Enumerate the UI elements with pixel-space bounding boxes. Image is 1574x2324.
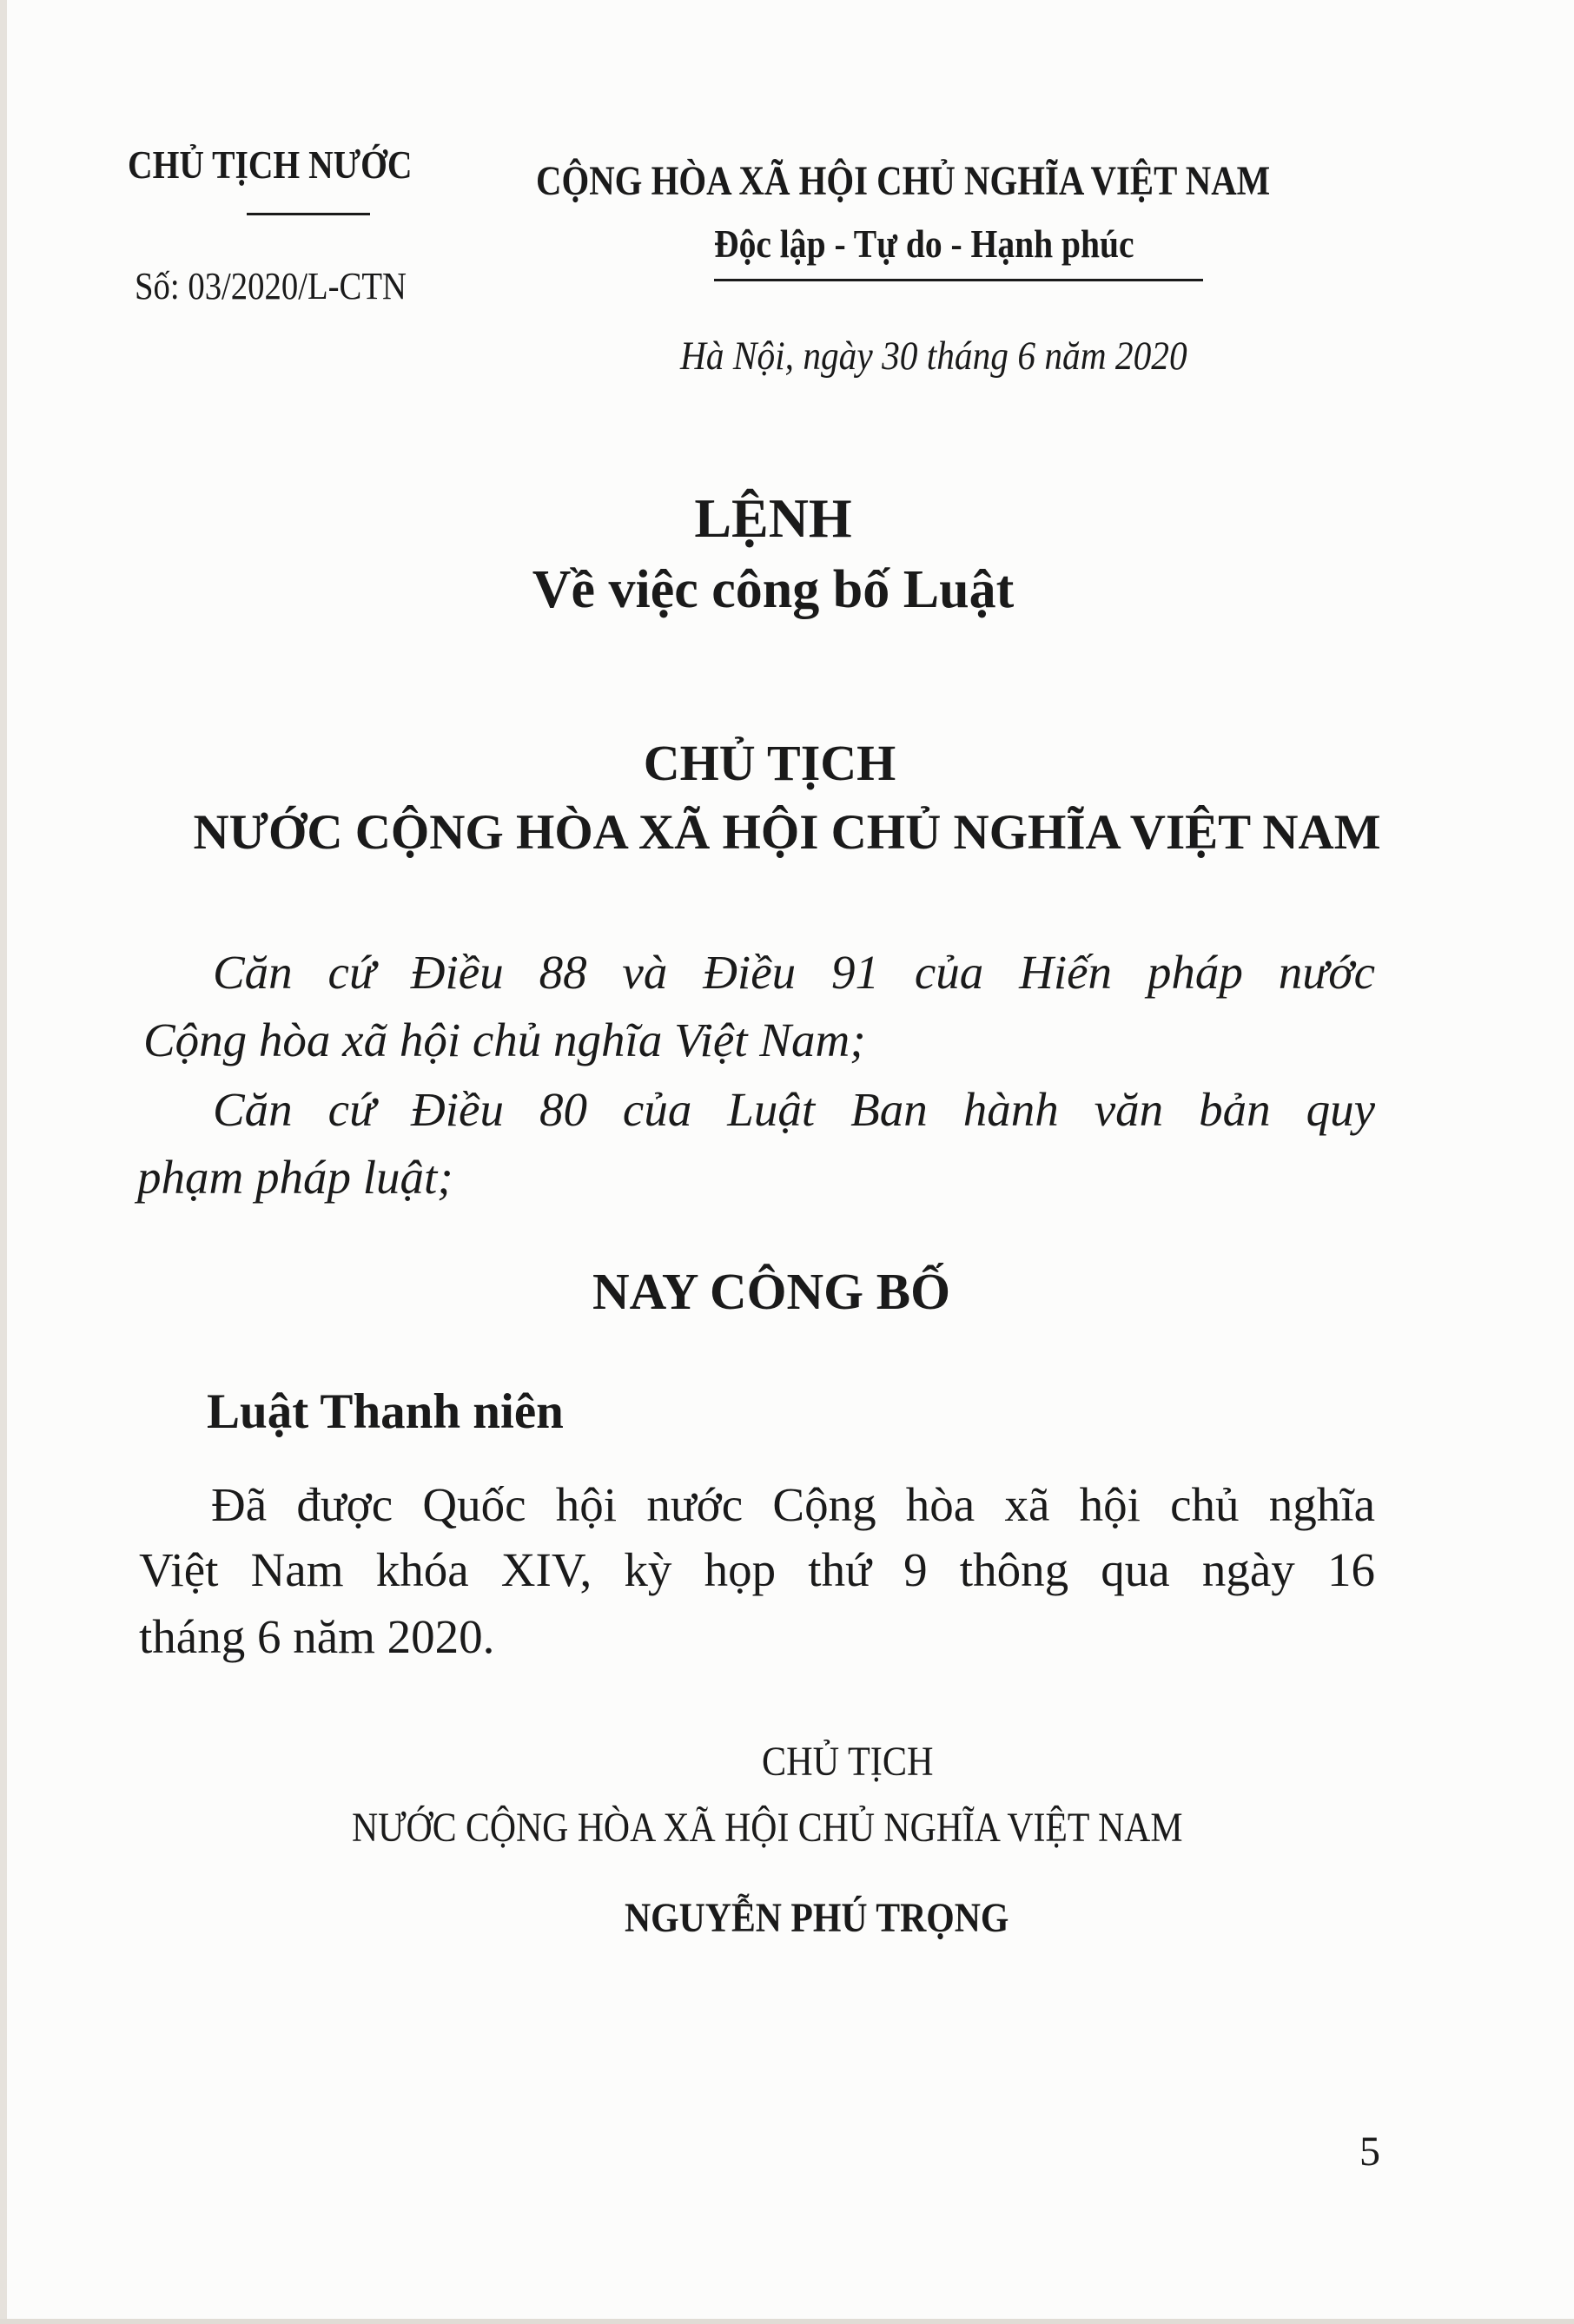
- passed-paragraph-line-3: tháng 6 năm 2020.: [139, 1610, 495, 1663]
- place-date: Hà Nội, ngày 30 tháng 6 năm 2020: [680, 333, 1187, 379]
- document-title: LỆNH: [694, 487, 852, 549]
- header-left-underline: [247, 213, 370, 215]
- header-left-org: CHỦ TỊCH NƯỚC: [128, 142, 413, 187]
- law-name: Luật Thanh niên: [207, 1384, 564, 1439]
- page-edge-bottom: [0, 2319, 1574, 2324]
- page-number: 5: [1359, 2129, 1380, 2175]
- passed-paragraph-line-1: Đã được Quốc hội nước Cộng hòa xã hội chủ nghĩa: [211, 1478, 1375, 1531]
- announce-heading: NAY CÔNG BỐ: [592, 1263, 950, 1320]
- signature-title: CHỦ TỊCH: [762, 1739, 934, 1785]
- header-motto-underline: [714, 279, 1203, 281]
- passed-paragraph-line-2: Việt Nam khóa XIV, kỳ họp thứ 9 thông qua ngày 16: [139, 1543, 1375, 1596]
- page-edge-left: [0, 0, 7, 2324]
- issuer-title: CHỦ TỊCH: [643, 735, 896, 791]
- basis-paragraph-1-line-2: Cộng hòa xã hội chủ nghĩa Việt Nam;: [143, 1013, 866, 1066]
- doc-number: Số: 03/2020/L-CTN: [135, 265, 407, 307]
- basis-paragraph-1-line-1: Căn cứ Điều 88 và Điều 91 của Hiến pháp nước: [213, 946, 1375, 999]
- basis-paragraph-2-line-2: phạm pháp luật;: [137, 1151, 453, 1204]
- signatory-name: NGUYỄN PHÚ TRỌNG: [625, 1895, 1009, 1941]
- header-motto: Độc lập - Tự do - Hạnh phúc: [714, 221, 1134, 266]
- document-subtitle: Về việc công bố Luật: [532, 560, 1015, 619]
- signature-country: NƯỚC CỘNG HÒA XÃ HỘI CHỦ NGHĨA VIỆT NAM: [352, 1805, 1183, 1851]
- header-country-name: CỘNG HÒA XÃ HỘI CHỦ NGHĨA VIỆT NAM: [536, 158, 1271, 204]
- issuer-country: NƯỚC CỘNG HÒA XÃ HỘI CHỦ NGHĨA VIỆT NAM: [193, 805, 1381, 860]
- basis-paragraph-2-line-1: Căn cứ Điều 80 của Luật Ban hành văn bản quy: [213, 1083, 1375, 1136]
